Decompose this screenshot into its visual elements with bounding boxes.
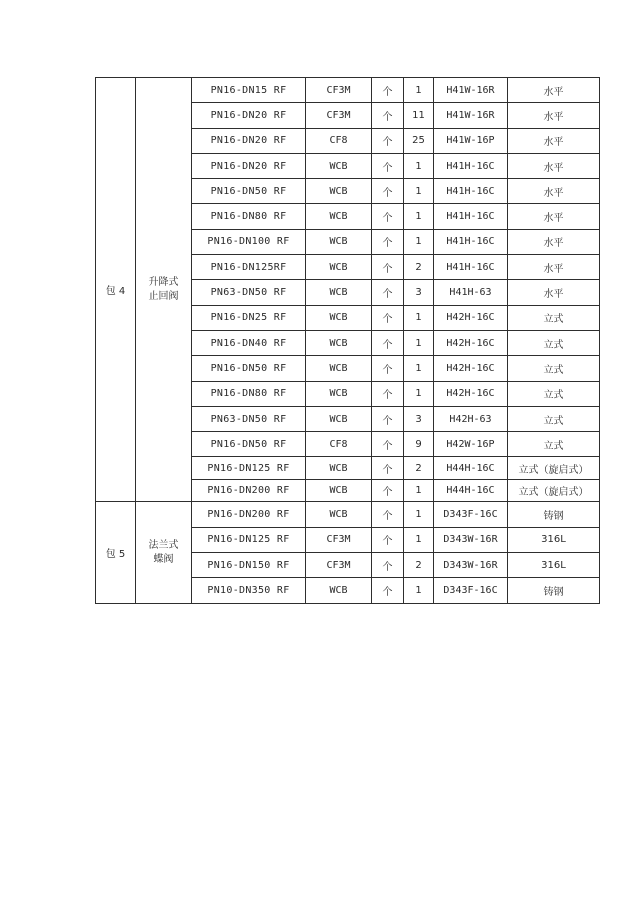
model-cell: H44H-16C	[434, 479, 508, 502]
note-cell: 316L	[508, 553, 600, 578]
note-cell: 铸钢	[508, 502, 600, 527]
mat-cell: WCB	[306, 356, 372, 381]
spec-cell: PN16-DN20 RF	[192, 103, 306, 128]
note-cell: 立式（旋启式）	[508, 457, 600, 480]
unit-cell: 个	[372, 457, 404, 480]
category-cell	[136, 78, 192, 502]
model-cell: D343F-16C	[434, 502, 508, 527]
qty-cell: 2	[404, 457, 434, 480]
valve-spec-table	[95, 77, 600, 604]
qty-cell: 1	[404, 229, 434, 254]
note-cell: 水平	[508, 103, 600, 128]
spec-cell: PN16-DN200 RF	[192, 479, 306, 502]
qty-cell: 1	[404, 527, 434, 552]
model-cell: D343W-16R	[434, 553, 508, 578]
qty-cell: 1	[404, 479, 434, 502]
table-body	[96, 78, 600, 604]
note-cell: 立式（旋启式）	[508, 479, 600, 502]
spec-cell: PN63-DN50 RF	[192, 280, 306, 305]
qty-cell: 1	[404, 330, 434, 355]
unit-cell: 个	[372, 128, 404, 153]
note-cell: 316L	[508, 527, 600, 552]
spec-cell: PN16-DN100 RF	[192, 229, 306, 254]
qty-cell: 9	[404, 432, 434, 457]
qty-cell: 1	[404, 153, 434, 178]
unit-cell: 个	[372, 330, 404, 355]
model-cell: H41H-16C	[434, 179, 508, 204]
model-cell: H44H-16C	[434, 457, 508, 480]
note-cell: 水平	[508, 179, 600, 204]
mat-cell: WCB	[306, 204, 372, 229]
unit-cell: 个	[372, 356, 404, 381]
unit-cell: 个	[372, 255, 404, 280]
qty-cell: 3	[404, 406, 434, 431]
spec-cell: PN16-DN40 RF	[192, 330, 306, 355]
mat-cell: WCB	[306, 179, 372, 204]
spec-cell: PN10-DN350 RF	[192, 578, 306, 603]
note-cell: 水平	[508, 255, 600, 280]
note-cell: 立式	[508, 406, 600, 431]
qty-cell: 3	[404, 280, 434, 305]
mat-cell: WCB	[306, 280, 372, 305]
qty-cell: 1	[404, 502, 434, 527]
mat-cell: CF3M	[306, 553, 372, 578]
qty-cell: 1	[404, 356, 434, 381]
note-cell: 水平	[508, 153, 600, 178]
qty-cell: 1	[404, 179, 434, 204]
model-cell: H41W-16R	[434, 78, 508, 103]
spec-cell: PN16-DN50 RF	[192, 179, 306, 204]
spec-cell: PN16-DN50 RF	[192, 356, 306, 381]
mat-cell: WCB	[306, 305, 372, 330]
category-line: 升降式	[148, 277, 179, 289]
mat-cell: WCB	[306, 502, 372, 527]
mat-cell: CF8	[306, 128, 372, 153]
category-line: 止回阀	[148, 290, 179, 302]
unit-cell: 个	[372, 179, 404, 204]
note-cell: 立式	[508, 356, 600, 381]
qty-cell: 11	[404, 103, 434, 128]
mat-cell: CF8	[306, 432, 372, 457]
note-cell: 立式	[508, 381, 600, 406]
spec-cell: PN63-DN50 RF	[192, 406, 306, 431]
spec-cell: PN16-DN125RF	[192, 255, 306, 280]
model-cell: H41W-16P	[434, 128, 508, 153]
qty-cell: 1	[404, 305, 434, 330]
mat-cell: CF3M	[306, 527, 372, 552]
unit-cell: 个	[372, 204, 404, 229]
spec-cell: PN16-DN50 RF	[192, 432, 306, 457]
unit-cell: 个	[372, 432, 404, 457]
unit-cell: 个	[372, 153, 404, 178]
mat-cell: WCB	[306, 381, 372, 406]
model-cell: H42H-16C	[434, 381, 508, 406]
spec-cell: PN16-DN15 RF	[192, 78, 306, 103]
note-cell: 水平	[508, 204, 600, 229]
unit-cell: 个	[372, 305, 404, 330]
spec-cell: PN16-DN125 RF	[192, 457, 306, 480]
qty-cell: 1	[404, 381, 434, 406]
spec-cell: PN16-DN20 RF	[192, 128, 306, 153]
note-cell: 水平	[508, 229, 600, 254]
unit-cell: 个	[372, 78, 404, 103]
model-cell: H42H-16C	[434, 356, 508, 381]
unit-cell: 个	[372, 502, 404, 527]
mat-cell: CF3M	[306, 78, 372, 103]
table-row	[96, 502, 600, 527]
model-cell: H41W-16R	[434, 103, 508, 128]
qty-cell: 1	[404, 204, 434, 229]
unit-cell: 个	[372, 229, 404, 254]
category-line: 蝶阀	[153, 553, 174, 565]
model-cell: H41H-16C	[434, 204, 508, 229]
model-cell: H41H-16C	[434, 153, 508, 178]
category-line: 法兰式	[148, 540, 179, 552]
mat-cell: WCB	[306, 457, 372, 480]
model-cell: H42H-63	[434, 406, 508, 431]
model-cell: H42H-16C	[434, 305, 508, 330]
qty-cell: 2	[404, 553, 434, 578]
unit-cell: 个	[372, 406, 404, 431]
qty-cell: 25	[404, 128, 434, 153]
unit-cell: 个	[372, 280, 404, 305]
mat-cell: CF3M	[306, 103, 372, 128]
model-cell: D343W-16R	[434, 527, 508, 552]
note-cell: 立式	[508, 305, 600, 330]
spec-cell: PN16-DN25 RF	[192, 305, 306, 330]
package-cell: 包 5	[96, 502, 136, 603]
note-cell: 水平	[508, 128, 600, 153]
model-cell: H41H-16C	[434, 229, 508, 254]
qty-cell: 1	[404, 578, 434, 603]
category-cell	[136, 502, 192, 603]
spec-cell: PN16-DN20 RF	[192, 153, 306, 178]
note-cell: 立式	[508, 330, 600, 355]
table-row	[96, 78, 600, 103]
qty-cell: 2	[404, 255, 434, 280]
spec-cell: PN16-DN80 RF	[192, 381, 306, 406]
note-cell: 铸钢	[508, 578, 600, 603]
mat-cell: WCB	[306, 479, 372, 502]
note-cell: 水平	[508, 280, 600, 305]
spec-cell: PN16-DN125 RF	[192, 527, 306, 552]
note-cell: 立式	[508, 432, 600, 457]
model-cell: H42W-16P	[434, 432, 508, 457]
mat-cell: WCB	[306, 406, 372, 431]
mat-cell: WCB	[306, 229, 372, 254]
unit-cell: 个	[372, 527, 404, 552]
unit-cell: 个	[372, 578, 404, 603]
unit-cell: 个	[372, 553, 404, 578]
unit-cell: 个	[372, 103, 404, 128]
mat-cell: WCB	[306, 153, 372, 178]
mat-cell: WCB	[306, 255, 372, 280]
unit-cell: 个	[372, 479, 404, 502]
model-cell: H42H-16C	[434, 330, 508, 355]
unit-cell: 个	[372, 381, 404, 406]
spec-cell: PN16-DN150 RF	[192, 553, 306, 578]
qty-cell: 1	[404, 78, 434, 103]
mat-cell: WCB	[306, 578, 372, 603]
mat-cell: WCB	[306, 330, 372, 355]
model-cell: H41H-16C	[434, 255, 508, 280]
model-cell: D343F-16C	[434, 578, 508, 603]
spec-cell: PN16-DN80 RF	[192, 204, 306, 229]
package-cell: 包 4	[96, 78, 136, 502]
model-cell: H41H-63	[434, 280, 508, 305]
note-cell: 水平	[508, 78, 600, 103]
spec-cell: PN16-DN200 RF	[192, 502, 306, 527]
